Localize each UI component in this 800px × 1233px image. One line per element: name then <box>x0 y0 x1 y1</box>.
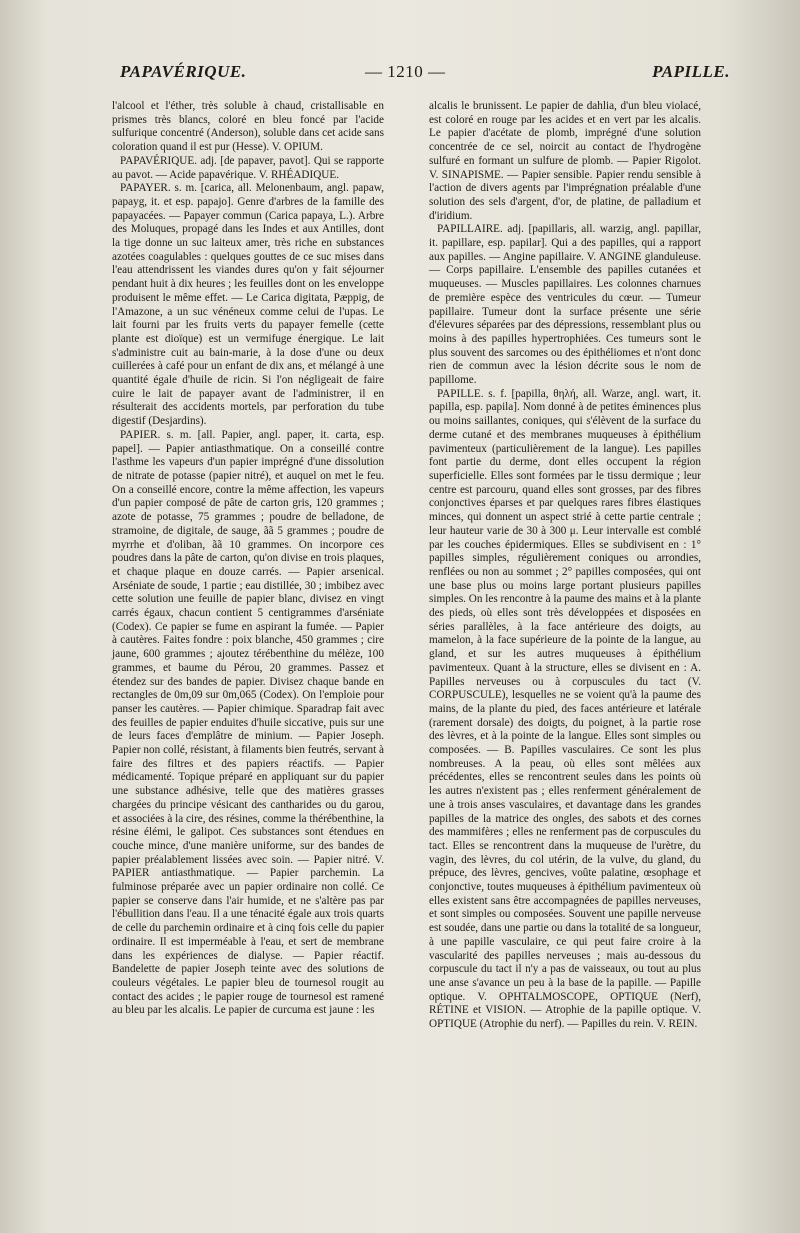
paragraph: alcalis le brunissent. Le papier de dahlia, d'un bleu violacé, est coloré en rouge par les acides et en vert par les alcalis. Le papier d'acétate de plomb, imprégné d'une solution concentrée de ce sel, noircit au contact de l'hydrogène sulfuré en formant un sulfure de plomb. — Papier Rigolot. V. SINAPISME. — Papier sensible. Papier rendu sensible à l'action de divers agents par l'imprégnation préalable d'une solution des sels d'argent, d'or, de platine, de palladium et d'iridium. <box>429 100 701 222</box>
header-left-term: PAPAVÉRIQUE. <box>120 62 247 81</box>
right-column <box>429 100 701 1032</box>
header-right-term: PAPILLE. <box>652 62 730 81</box>
page-number: — 1210 — <box>365 62 446 81</box>
entry-papayer: PAPAYER. s. m. [carica, all. Melonenbaum, angl. papaw, papayg, it. et esp. papajo]. Genre d'arbres de la famille des papayacées. — Papayer commun (Carica papaya, L.). Arbre des Moluques, propagé dans les Indes et aux Antilles, dont la tige donne un suc laiteux amer, très riche en substances azotées coagulables : quelques gouttes de ce suc mises dans l'eau attendrissent les viandes dures qu'on y fait séjourner pendant huit à dix heures ; les feuilles dont on les enveloppe produisent le même effet. — Le Carica digitata, Pæppig, de l'Amazone, a un suc vénéneux comme celui de l'upas. Le lait fourni par les fruits verts du papayer femelle (cette plante est dioïque) est un vermifuge énergique. Le lait s'administre cuit au bain-marie, à la dose d'une ou deux cuillerées à café pour un enfant de dix ans, et mélangé à une quantité égale d'huile de ricin. Si l'on négligeait de faire cuire le lait de papayer avant de l'administrer, il en résulterait des accidents mortels, par perforation du tube digestif (Desjardins). <box>112 182 384 428</box>
entry-papier: PAPIER. s. m. [all. Papier, angl. paper, it. carta, esp. papel]. — Papier antiasthmatique. On a conseillé contre l'asthme les vapeurs d'un papier imprégné d'une dissolution de nitrate de potasse (papier nitré), et auquel on met le feu. On a conseillé encore, contre la même affection, les vapeurs d'un papier composé de pâte de carton gris, 120 grammes ; azote de potasse, 75 grammes ; poudre de belladone, de stramoine, de digitale, de sauge, ãã 5 grammes ; poudre de myrrhe et d'oliban, ãã 10 grammes. On incorpore ces poudres dans la pâte de carton, qu'on divise en trois plaques, et chaque plaque en douze carrés. — Papier arsenical. Arséniate de soude, 1 partie ; eau distillée, 30 ; imbibez avec cette solution une feuille de papier blanc, divisez en vingt carrés égaux, chacun contient 5 centigrammes d'arséniate (Codex). Ce papier se fume en aspirant la fumée. — Papier à cautères. Faites fondre : poix blanche, 450 grammes ; cire jaune, 600 grammes ; ajoutez térébenthine du mélèze, 100 grammes, et baume du Pérou, 20 grammes. Passez et étendez sur des bandes de papier. Divisez chaque bande en rectangles de 0m,09 sur 0m,065 (Codex). On l'emploie pour panser les cautères. — Papier chimique. Sparadrap fait avec des feuilles de papier enduites d'huile siccative, puis sur une de leurs faces d'emplâtre de minium. — Papier Joseph. Papier non collé, résistant, à filaments bien feutrés, servant à faire des filtres et des papiers réactifs. — Papier médicamenté. Topique préparé en appliquant sur du papier une substance adhésive, telle que des matières grasses chargées du principe vésicant des cantharides ou du garou, et associées à la cire, des résines, comme la thérébenthine, la résine élémi, le galipot. Ces substances sont étendues en couche mince, d'une manière uniforme, sur des bandes de papier préalablement lissées avec soin. — Papier nitré. V. PAPIER antiasthmatique. — Papier parchemin. La fulminose préparée avec un papier ordinaire non collé. Ce papier se conserve dans l'air humide, et ne s'altère pas par l'ébullition dans l'eau. Il a une ténacité égale aux trois quarts de celle du parchemin ordinaire et à cinq fois celle du papier ordinaire. Il est imperméable à l'eau, et sert de membrane dans les expériences de dialyse. — Papier réactif. Bandelette de papier Joseph teinte avec des solutions de couleurs végétales. Le papier bleu de tournesol rougit au contact des acides ; le papier rouge de tournesol est ramené au bleu par les alcalis. Le papier de curcuma est jaune : les <box>112 428 384 1017</box>
entry-papillaire: PAPILLAIRE. adj. [papillaris, all. warzig, angl. papillar, it. papillare, esp. papilar]. Qui a des papilles, qui a rapport aux papilles. — Angine papillaire. V. ANGINE glanduleuse. — Corps papillaire. L'ensemble des papilles cutanées et muqueuses. — Muscles papillaires. Les colonnes charnues de première espèce des ventricules du cœur. — Tumeur papillaire. Tumeur dont la surface présente une série d'élevures séparées par des dépressions, ressemblant plus ou moins à des papilles hypertrophiées. Ces tumeurs sont le plus souvent des sarcomes ou des épithéliomes et n'ont donc rien de commun avec la lésion décrite sous le nom de papillome. <box>429 223 701 387</box>
paragraph: l'alcool et l'éther, très soluble à chaud, cristallisable en prismes très blancs, coloré en bleu foncé par l'acide sulfurique concentré (Anderson), soluble dans cet acide sans coloration quand il est pur (Hesse). V. OPIUM. <box>112 100 384 154</box>
entry-papaverique: PAPAVÉRIQUE. adj. [de papaver, pavot]. Qui se rapporte au pavot. — Acide papavérique. V. RHÉADIQUE. <box>112 154 384 181</box>
entry-papille: PAPILLE. s. f. [papilla, θηλή, all. Warze, angl. wart, it. papilla, esp. papila]. Nom donné à de petites éminences plus ou moins saillantes, coniques, qui s'élèvent de la surface du derme cutané et des membranes muqueuses à épithélium pavimenteux (particulièrement de la langue). Les papilles font partie du derme, dont elles occupent la région superficielle. Elles sont formées par le tissu dermique ; leur centre est parcouru, quand elles sont grosses, par des fibres conjonctives éparses et par quelques rares fibres élastiques minces, qui donnent un aspect strié à cette partie centrale ; leur hauteur varie de 30 à 300 μ. Leur intervalle est comblé par les couches épidermiques. Elles se subdivisent en : 1° papilles simples, régulièrement coniques ou arrondies, renflées ou non au sommet ; 2° papilles composées, qui ont une base plus ou moins large portant plusieurs papilles simples. On les rencontre à la paume des mains et à la plante des pieds, où elles sont très développées et disposées en séries parallèles, à la face antérieure des doigts, au mamelon, à la face supérieure de la pointe de la langue, au gland, et sur les autres muqueuses à épithélium pavimenteux. Quant à la structure, elles se divisent en : A. Papilles nerveuses ou à corpuscules du tact (V. CORPUSCULE), lesquelles ne se voient qu'à la paume des mains, de la plante du pied, des faces antérieure et latérale (rarement dorsale) des doigts, du poignet, à la partie rose des lèvres, et à la pointe de la langue. Elles sont simples ou composées. — B. Papilles vasculaires. Ce sont les plus nombreuses. A la peau, où elles sont mêlées aux précédentes, elles se rencontrent seules dans les points où les autres n'existent pas ; elles renferment généralement de une à trois anses vasculaires, et davantage dans les grandes papilles de la matrice des ongles, des sabots et des cornes des mammifères ; elles ne renferment pas de corpuscules du tact. Elles se rencontrent dans la muqueuse de l'urètre, du vagin, des lèvres, du col utérin, de la vulve, du gland, du prépuce, des lèvres, gencives, voûte palatine, œsophage et conjonctive, toutes muqueuses à épithélium pavimenteux où elles existent sans être accompagnées de papilles nerveuses, et sont simples ou composées. Souvent une papille nerveuse est soudée, dans une partie ou dans la totalité de sa longueur, à une papille vasculaire, ce qui peut faire croire à la vascularité des papilles nerveuses ; mais au-dessous du corpuscule du tact il n'y a pas de vaisseaux, ou tout au plus une anse s'avance un peu à la base de la papille. — Papille optique. V. OPHTALMOSCOPE, OPTIQUE (Nerf), RÉTINE et VISION. — Atrophie de la papille optique. V. OPTIQUE (Atrophie du nerf). — Papilles du rein. V. REIN. <box>429 387 702 1031</box>
left-column <box>112 100 384 1018</box>
running-header <box>110 62 760 88</box>
